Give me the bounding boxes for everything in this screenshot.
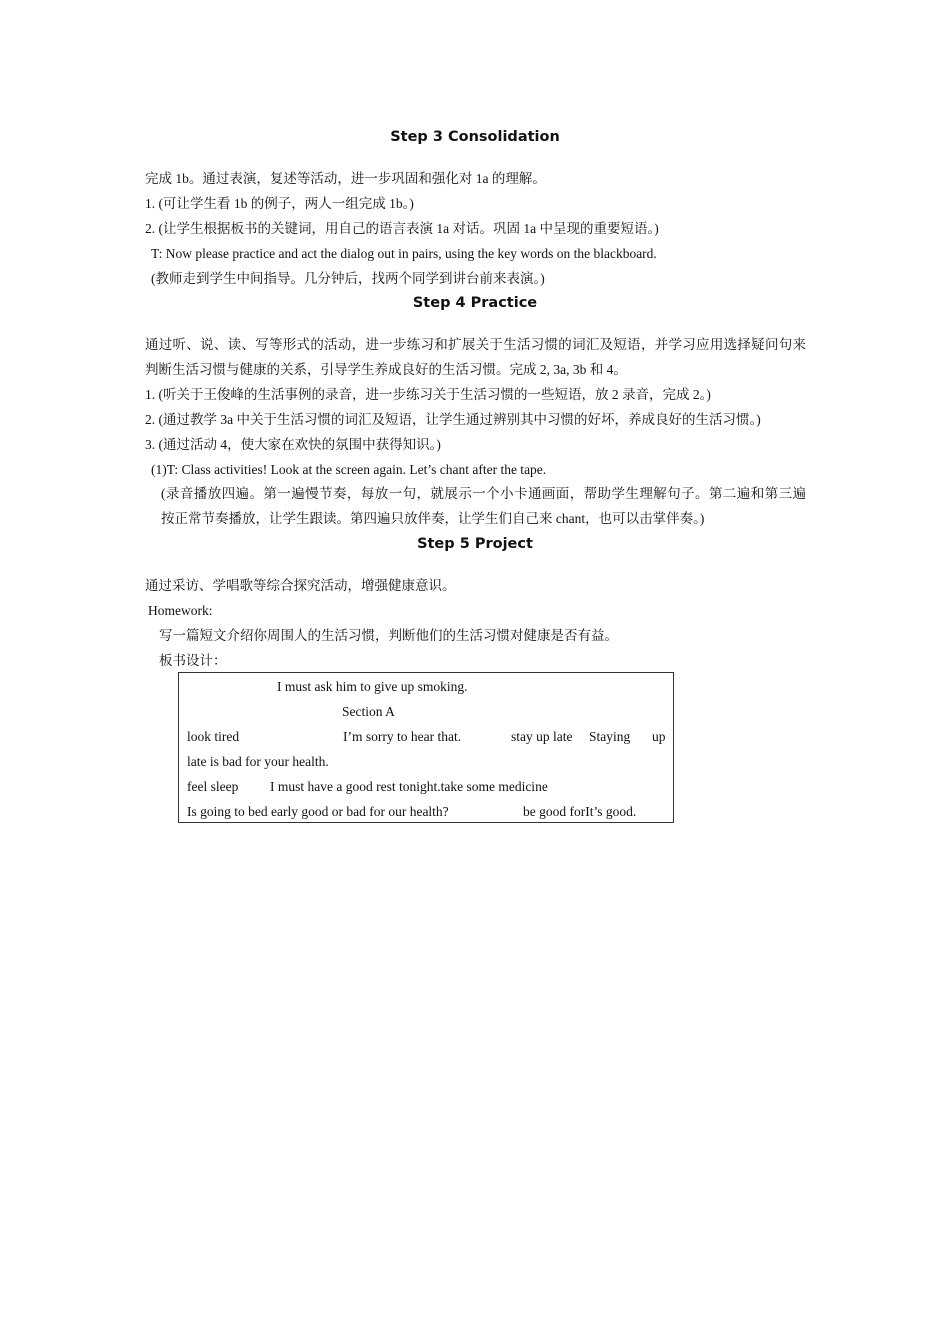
step3-item-1: 1. (可让学生看 1b 的例子，两人一组完成 1b。) — [145, 196, 414, 211]
board-sentence-bad-for-health: late is bad for your health. — [187, 754, 329, 769]
board-section: Section A — [342, 704, 395, 719]
step3-heading: Step 3 Consolidation — [390, 129, 560, 145]
board-title: I must ask him to give up smoking. — [277, 679, 468, 694]
step3-intro: 完成 1b。通过表演，复述等活动，进一步巩固和强化对 1a 的理解。 — [145, 171, 546, 186]
board-phrase-feel-sleep: feel sleep — [187, 779, 239, 794]
step4-sub-1: (1)T: Class activities! Look at the screen again. Let’s chant after the tape. — [151, 462, 547, 477]
step4-intro-line-2: 判断生活习惯与健康的关系，引导学生养成良好的生活习惯。完成 2, 3a, 3b 和 4。 — [145, 362, 627, 377]
board-sentence-rest: I must have a good rest tonight.take some medicine — [270, 779, 548, 794]
step3-teacher-line: T: Now please practice and act the dialog out in pairs, using the key words on the blackboard. — [151, 246, 657, 261]
step4-item-1: 1. (听关于王俊峰的生活事例的录音，进一步练习关于生活习惯的一些短语，放 2 录音，完成 2。) — [145, 387, 711, 402]
step4-item-2: 2. (通过教学 3a 中关于生活习惯的词汇及短语，让学生通过辨别其中习惯的好坏，养成良好的生活习惯。) — [145, 412, 761, 427]
board-design-label: 板书设计： — [159, 653, 227, 668]
step4-item-3: 3. (通过活动 4，使大家在欢快的氛围中获得知识。) — [145, 437, 441, 452]
step4-sub-1-note-line-1: (录音播放四遍。第一遍慢节奏，每放一句，就展示一个小卡通画面，帮助学生理解句子。第二遍和第三遍 — [161, 486, 806, 501]
step4-heading: Step 4 Practice — [412, 295, 538, 311]
homework-text: 写一篇短文介绍你周围人的生活习惯，判断他们的生活习惯对健康是否有益。 — [159, 628, 618, 643]
step5-heading: Step 5 Project — [417, 536, 533, 552]
board-question: Is going to bed early good or bad for our health? — [187, 804, 449, 819]
step3-item-2: 2. (让学生根据板书的关键词，用自己的语言表演 1a 对话。巩固 1a 中呈现的重要短语。) — [145, 221, 659, 236]
step4-sub-1-note-line-2: 按正常节奏播放，让学生跟读。第四遍只放伴奏，让学生们自己来 chant，也可以击掌伴奏。) — [161, 511, 705, 526]
board-sentence-sorry: I’m sorry to hear that. — [343, 729, 462, 744]
board-phrase-good-for: be good forIt’s good. — [523, 804, 637, 819]
step3-note: (教师走到学生中间指导。几分钟后，找两个同学到讲台前来表演。) — [151, 271, 545, 286]
board-phrase-look-tired: look tired — [187, 729, 240, 744]
board-word-up: up — [652, 729, 666, 744]
board-phrase-stay-up-late: stay up late — [511, 729, 573, 744]
step4-intro-line-1: 通过听、说、读、写等形式的活动，进一步练习和扩展关于生活习惯的词汇及短语，并学习应用选择疑问句来 — [145, 337, 806, 352]
board-word-staying: Staying — [589, 729, 631, 744]
homework-label: Homework: — [148, 603, 213, 618]
step5-intro: 通过采访、学唱歌等综合探究活动，增强健康意识。 — [145, 578, 456, 593]
blackboard-design-box — [178, 672, 674, 823]
